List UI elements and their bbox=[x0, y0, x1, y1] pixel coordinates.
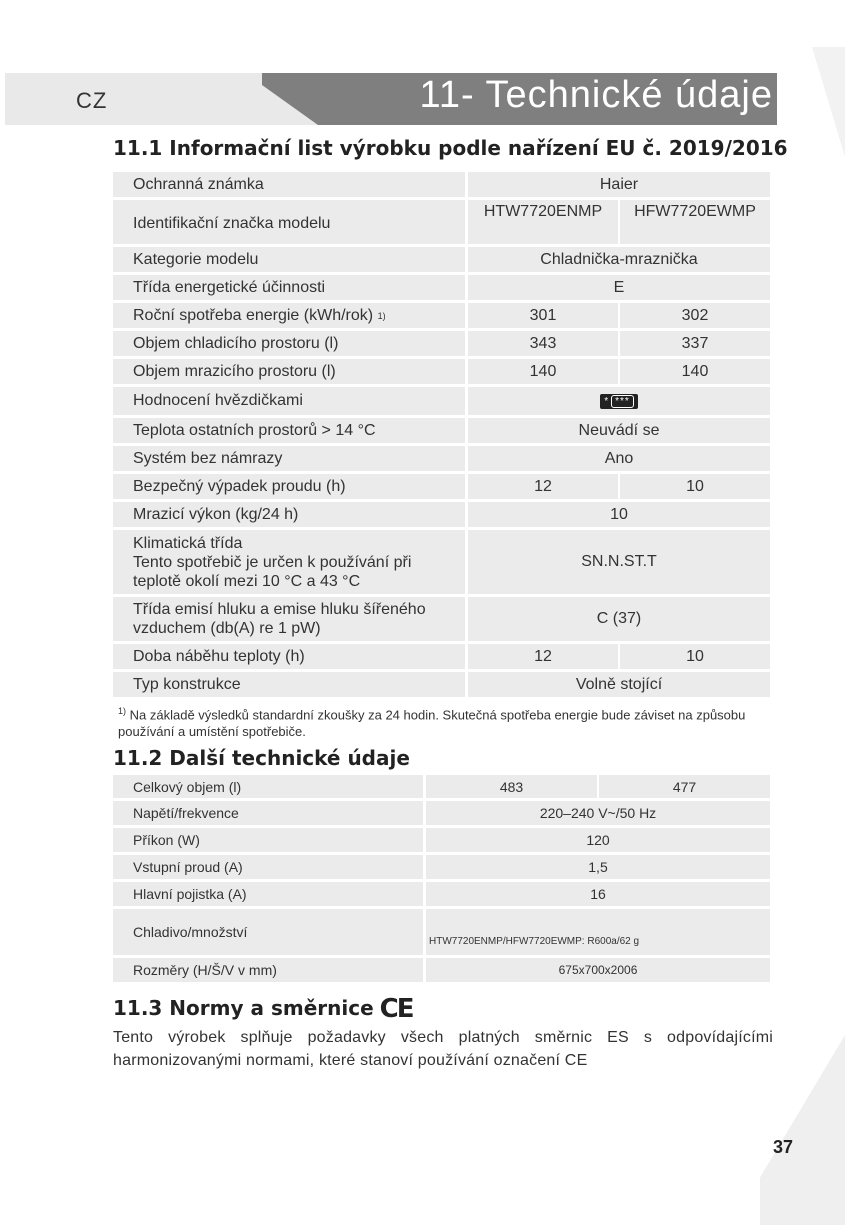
row-label: Třída energetické účinnosti bbox=[113, 275, 465, 300]
table-row bbox=[113, 882, 770, 906]
freezer-stars-box: *** bbox=[611, 395, 634, 408]
table-row bbox=[113, 474, 770, 499]
footnote-mark: 1) bbox=[118, 706, 127, 716]
row-value: Neuvádí se bbox=[468, 418, 770, 443]
row-value: Haier bbox=[468, 172, 770, 197]
row-label: Celkový objem (l) bbox=[113, 775, 423, 798]
table-row bbox=[113, 303, 770, 328]
row-label: Hodnocení hvězdičkami bbox=[113, 387, 465, 415]
corner-decoration-top bbox=[790, 47, 845, 157]
row-label: Hlavní pojistka (A) bbox=[113, 882, 423, 906]
row-label: Vstupní proud (A) bbox=[113, 855, 423, 879]
row-value: 12 bbox=[468, 474, 618, 499]
row-label: Chladivo/množství bbox=[113, 909, 423, 955]
section-3-title-wrap bbox=[113, 994, 412, 1024]
row-value: 1,5 bbox=[426, 855, 770, 879]
row-label: Bezpečný výpadek proudu (h) bbox=[113, 474, 465, 499]
compliance-text: Tento výrobek splňuje požadavky všech platných směrnic ES s odpovídajícími harmonizovanými normami, které stanoví používání označení CE bbox=[113, 1029, 773, 1069]
row-value: 483 bbox=[426, 775, 597, 798]
row-label: Kategorie modelu bbox=[113, 247, 465, 272]
table-row bbox=[113, 247, 770, 272]
row-value: 220–240 V~/50 Hz bbox=[426, 801, 770, 825]
table-row bbox=[113, 200, 770, 244]
table-row bbox=[113, 387, 770, 415]
row-value: 301 bbox=[468, 303, 618, 328]
row-value: SN.N.ST.T bbox=[468, 530, 770, 594]
table-row bbox=[113, 644, 770, 669]
table-row bbox=[113, 775, 770, 798]
table-row bbox=[113, 801, 770, 825]
row-value: 10 bbox=[468, 502, 770, 527]
star-rating-cell bbox=[468, 387, 770, 415]
language-code: CZ bbox=[76, 88, 108, 113]
row-label: Objem mrazicího prostoru (l) bbox=[113, 359, 465, 384]
table-row bbox=[113, 275, 770, 300]
footnote bbox=[118, 703, 773, 740]
row-label: Ochranná známka bbox=[113, 172, 465, 197]
row-value: E bbox=[468, 275, 770, 300]
table-row bbox=[113, 359, 770, 384]
table-row bbox=[113, 331, 770, 356]
freezer-star: * bbox=[604, 395, 609, 407]
row-value: 337 bbox=[620, 331, 770, 356]
row-label: Roční spotřeba energie (kWh/rok) bbox=[133, 306, 374, 324]
row-label: Doba náběhu teploty (h) bbox=[113, 644, 465, 669]
row-value: 343 bbox=[468, 331, 618, 356]
row-value: C (37) bbox=[468, 597, 770, 641]
table-row bbox=[113, 597, 770, 641]
table-row bbox=[113, 418, 770, 443]
row-label: Příkon (W) bbox=[113, 828, 423, 852]
row-value: Chladnička-mraznička bbox=[468, 247, 770, 272]
table-row bbox=[113, 530, 770, 594]
row-value: 675x700x2006 bbox=[426, 958, 770, 982]
row-value: Volně stojící bbox=[468, 672, 770, 697]
table-row bbox=[113, 855, 770, 879]
row-label: Třída emisí hluku a emise hluku šířeného vzduchem (db(A) re 1 pW) bbox=[113, 597, 465, 641]
row-value: 477 bbox=[599, 775, 770, 798]
table-row bbox=[113, 958, 770, 982]
footnote-mark: 1) bbox=[377, 310, 386, 321]
row-label: Typ konstrukce bbox=[113, 672, 465, 697]
table-row bbox=[113, 909, 770, 955]
table-row bbox=[113, 502, 770, 527]
row-label: Objem chladicího prostoru (l) bbox=[113, 331, 465, 356]
row-value: 140 bbox=[620, 359, 770, 384]
row-value: HFW7720EWMP bbox=[620, 200, 770, 244]
row-label: Rozměry (H/Š/V v mm) bbox=[113, 958, 423, 982]
table-row bbox=[113, 828, 770, 852]
row-value: HTW7720ENMP/HFW7720EWMP: R600a/62 g bbox=[426, 909, 770, 955]
section-3-title: 11.3 Normy a směrnice bbox=[113, 996, 374, 1020]
section-2-title: 11.2 Další technické údaje bbox=[113, 746, 410, 770]
section-1-title: 11.1 Informační list výrobku podle nařízení EU č. 2019/2016 bbox=[113, 136, 788, 160]
row-label: Identifikační značka modelu bbox=[113, 200, 465, 244]
row-label: Teplota ostatních prostorů > 14 °C bbox=[113, 418, 465, 443]
row-value: 12 bbox=[468, 644, 618, 669]
row-value: 10 bbox=[620, 474, 770, 499]
page-number: 37 bbox=[773, 1137, 794, 1157]
row-label-wrap bbox=[113, 303, 465, 328]
row-value: 302 bbox=[620, 303, 770, 328]
row-label: Klimatická třída Tento spotřebič je určen k používání při teplotě okolí mezi 10 °C a 43 °C bbox=[113, 530, 465, 594]
table-row bbox=[113, 446, 770, 471]
table-row bbox=[113, 172, 770, 197]
ce-mark-icon: CE bbox=[379, 994, 413, 1024]
footnote-text: Na základě výsledků standardní zkoušky za 24 hodin. Skutečná spotřeba energie bude záviset na způsobu používání a umístění spotřebiče. bbox=[118, 707, 746, 740]
chapter-title: 11- Technické údaje bbox=[419, 74, 773, 116]
table-row bbox=[113, 672, 770, 697]
row-value: 10 bbox=[620, 644, 770, 669]
row-label: Napětí/frekvence bbox=[113, 801, 423, 825]
row-value: 140 bbox=[468, 359, 618, 384]
row-label: Systém bez námrazy bbox=[113, 446, 465, 471]
row-label: Mrazicí výkon (kg/24 h) bbox=[113, 502, 465, 527]
row-value: HTW7720ENMP bbox=[468, 200, 618, 244]
row-value: 16 bbox=[426, 882, 770, 906]
star-rating-icon bbox=[600, 394, 638, 409]
row-value: Ano bbox=[468, 446, 770, 471]
row-value: 120 bbox=[426, 828, 770, 852]
